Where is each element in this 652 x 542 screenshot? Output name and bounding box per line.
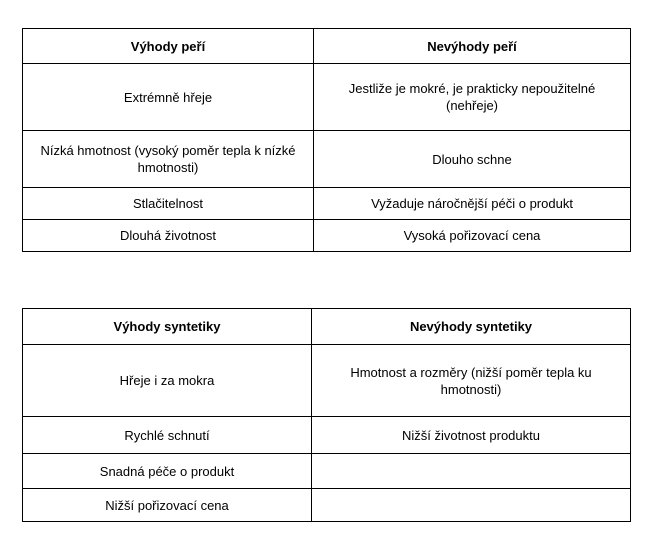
disadvantage-cell: Vysoká pořizovací cena <box>314 220 631 252</box>
table-row <box>23 345 631 417</box>
table-header-row <box>23 29 631 64</box>
header-cell-disadvantages: Nevýhody syntetiky <box>312 309 631 345</box>
advantage-cell: Nižší pořizovací cena <box>23 489 312 522</box>
disadvantage-cell: Jestliže je mokré, je prakticky nepoužitelné (nehřeje) <box>314 64 631 131</box>
table-row <box>23 64 631 131</box>
table-header-row <box>23 309 631 345</box>
disadvantage-cell: Vyžaduje náročnější péči o produkt <box>314 188 631 220</box>
advantage-cell: Dlouhá životnost <box>23 220 314 252</box>
advantage-cell: Rychlé schnutí <box>23 417 312 454</box>
disadvantage-cell: Nižší životnost produktu <box>312 417 631 454</box>
table-row <box>23 454 631 489</box>
feather-comparison-table <box>22 28 631 252</box>
header-cell-advantages: Výhody syntetiky <box>23 309 312 345</box>
advantage-cell: Extrémně hřeje <box>23 64 314 131</box>
advantage-cell: Stlačitelnost <box>23 188 314 220</box>
disadvantage-cell <box>312 489 631 522</box>
table-row <box>23 489 631 522</box>
synthetic-comparison-table <box>22 308 631 522</box>
table-row <box>23 131 631 188</box>
table-row <box>23 417 631 454</box>
header-cell-advantages: Výhody peří <box>23 29 314 64</box>
table-row <box>23 220 631 252</box>
advantage-cell: Hřeje i za mokra <box>23 345 312 417</box>
table-row <box>23 188 631 220</box>
advantage-cell: Snadná péče o produkt <box>23 454 312 489</box>
header-cell-disadvantages: Nevýhody peří <box>314 29 631 64</box>
disadvantage-cell: Hmotnost a rozměry (nižší poměr tepla ku hmotnosti) <box>312 345 631 417</box>
advantage-cell: Nízká hmotnost (vysoký poměr tepla k nízké hmotnosti) <box>23 131 314 188</box>
disadvantage-cell <box>312 454 631 489</box>
disadvantage-cell: Dlouho schne <box>314 131 631 188</box>
